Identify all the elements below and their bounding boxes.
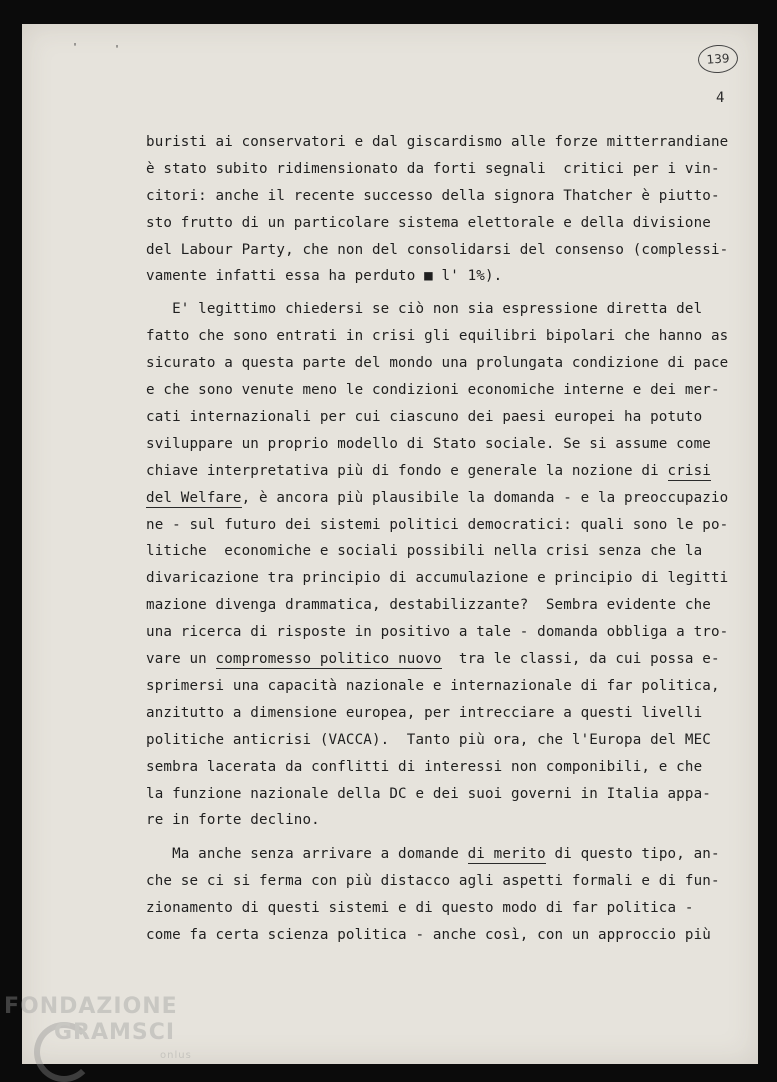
text-line: citori: anche il recente successo della signora Thatcher è piutto- xyxy=(146,188,720,204)
text-line: mazione divenga drammatica, destabilizzante? Sembra evidente che xyxy=(146,597,711,613)
text-line: politiche anticrisi (VACCA). Tanto più ora, che l'Europa del MEC xyxy=(146,732,711,748)
corner-mark: ' xyxy=(72,42,79,53)
text-line: è stato subito ridimensionato da forti segnali critici per i vin- xyxy=(146,161,720,177)
text-segment: di questo tipo, an- xyxy=(545,846,720,862)
text-line: zionamento di questi sistemi e di questo modo di far politica - xyxy=(146,900,694,916)
text-line: e che sono venute meno le condizioni economiche interne e dei mer- xyxy=(146,382,720,398)
text-line: sicurato a questa parte del mondo una prolungata condizione di pace xyxy=(146,355,729,371)
text-line: litiche economiche e sociali possibili nella crisi senza che la xyxy=(146,543,703,559)
text-line xyxy=(146,651,720,667)
text-segment: , è ancora più plausibile la domanda - e la preoccupazio xyxy=(241,490,729,506)
watermark-line-3: onlus xyxy=(160,1050,192,1061)
text-line xyxy=(146,490,728,506)
text-line: che se ci si ferma con più distacco agli aspetti formali e di fun- xyxy=(146,873,720,889)
text-line: del Labour Party, che non del consolidarsi del consenso (complessi- xyxy=(146,242,729,258)
watermark-line-1: FONDAZIONE xyxy=(4,994,178,1019)
underlined-phrase: del Welfare xyxy=(146,490,242,506)
text-line: sto frutto di un particolare sistema elettorale e della divisione xyxy=(146,215,711,231)
stamp-number: 139 xyxy=(706,51,730,67)
document-page xyxy=(22,24,758,1064)
text-segment: vare un xyxy=(146,651,216,667)
text-line: fatto che sono entrati in crisi gli equilibri bipolari che hanno as xyxy=(146,328,729,344)
text-line: la funzione nazionale della DC e dei suoi governi in Italia appa- xyxy=(146,786,711,802)
fondazione-gramsci-watermark xyxy=(4,994,204,1074)
text-segment: Ma anche senza arrivare a domande xyxy=(146,846,468,862)
text-line: una ricerca di risposte in positivo a tale - domanda obbliga a tro- xyxy=(146,624,729,640)
text-line xyxy=(146,846,720,862)
text-line: divaricazione tra principio di accumulazione e principio di legitti xyxy=(146,570,729,586)
underlined-phrase: compromesso politico nuovo xyxy=(215,651,442,667)
text-line: anzitutto a dimensione europea, per intrecciare a questi livelli xyxy=(146,705,703,721)
text-line: cati internazionali per cui ciascuno dei paesi europei ha potuto xyxy=(146,409,703,425)
text-line: sembra lacerata da conflitti di interessi non componibili, e che xyxy=(146,759,703,775)
underlined-phrase: crisi xyxy=(667,463,711,479)
underlined-phrase: di merito xyxy=(467,846,546,862)
watermark-line-2: GRAMSCI xyxy=(54,1020,176,1045)
text-line: E' legittimo chiedersi se ciò non sia espressione diretta del xyxy=(146,301,703,317)
text-line xyxy=(146,463,711,479)
text-line: sviluppare un proprio modello di Stato sociale. Se si assume come xyxy=(146,436,711,452)
text-line: re in forte declino. xyxy=(146,812,320,828)
text-line: sprimersi una capacità nazionale e internazionale di far politica, xyxy=(146,678,720,694)
text-line: ne - sul futuro dei sistemi politici democratici: quali sono le po- xyxy=(146,517,729,533)
text-line: come fa certa scienza politica - anche così, con un approccio più xyxy=(146,927,711,943)
archive-stamp xyxy=(697,44,739,75)
page-number: 4 xyxy=(716,90,725,106)
text-line: buristi ai conservatori e dal giscardismo alle forze mitterrandiane xyxy=(146,134,729,150)
text-segment: chiave interpretativa più di fondo e generale la nozione di xyxy=(146,463,668,479)
text-line: vamente infatti essa ha perduto ■ l' 1%). xyxy=(146,268,503,284)
corner-mark: ' xyxy=(114,44,121,55)
text-segment: tra le classi, da cui possa e- xyxy=(441,651,720,667)
